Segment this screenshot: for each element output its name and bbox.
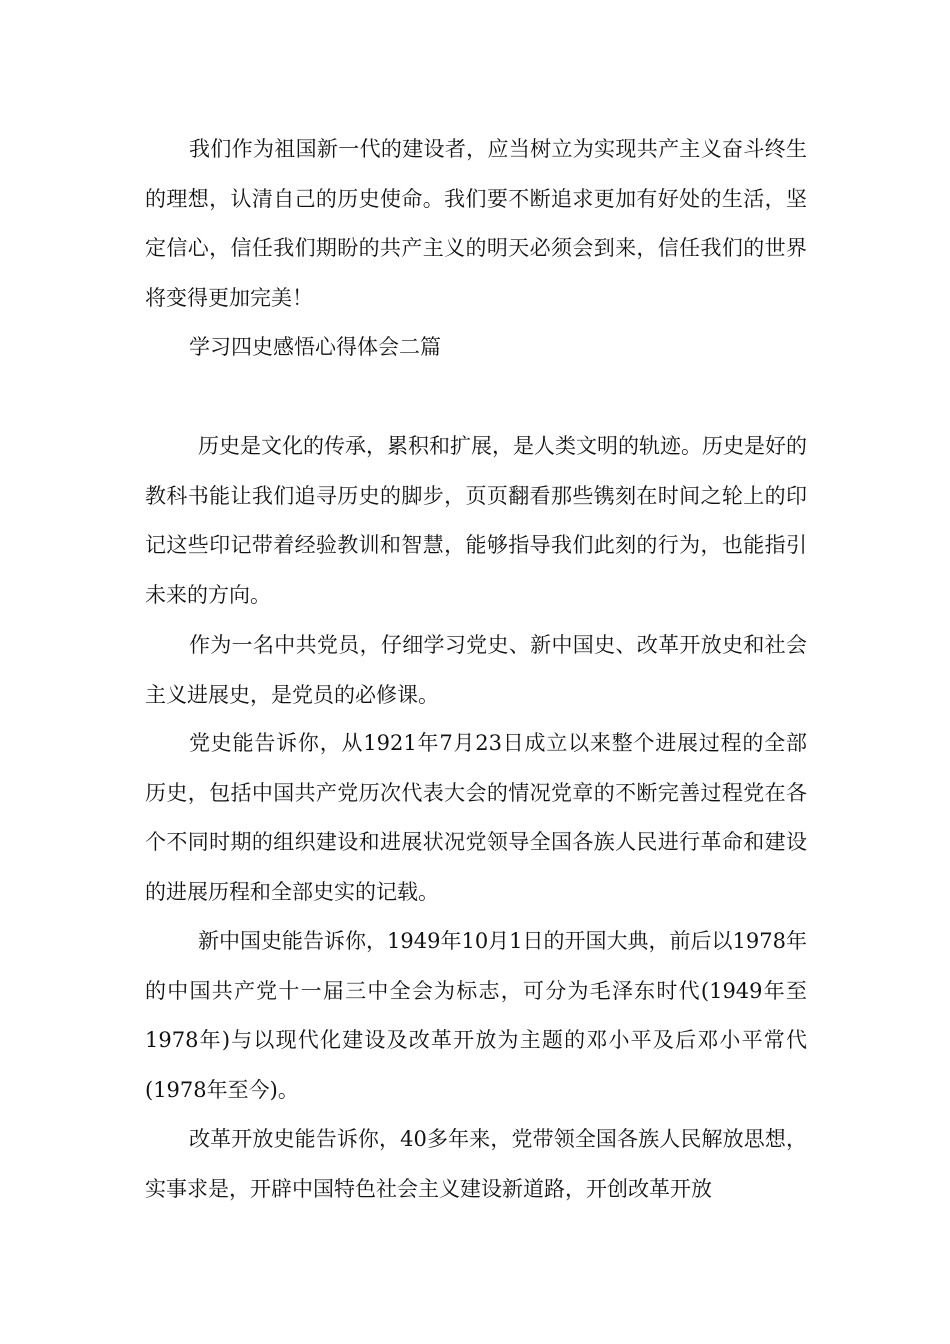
section-heading: 学习四史感悟心得体会二篇	[189, 335, 441, 359]
paragraph-2: 历史是文化的传承，累积和扩展，是人类文明的轨迹。历史是好的教科书能让我们追寻历史的脚步，页页翻看那些镌刻在时间之轮上的印记这些印记带着经验教训和智慧，能够指导我们此刻的行为，也能指引未来的方向。	[145, 434, 807, 607]
paragraph-6: 改革开放史能告诉你，40多年来，党带领全国各族人民解放思想，实事求是，开辟中国特色社会主义建设新道路，开创改革开放	[145, 1127, 807, 1201]
paragraph-4: 党史能告诉你，从1921年7月23日成立以来整个进展过程的全部历史，包括中国共产党历次代表大会的情况党章的不断完善过程党在各个不同时期的组织建设和进展状况党领导全国各族人民进行革命和建设的进展历程和全部史实的记载。	[145, 731, 807, 904]
paragraph-3: 作为一名中共党员，仔细学习党史、新中国史、改革开放史和社会主义进展史，是党员的必修课。	[145, 633, 807, 707]
paragraph-5: 新中国史能告诉你，1949年10月1日的开国大典，前后以1978年的中国共产党十一届三中全会为标志，可分为毛泽东时代(1949年至1978年)与以现代化建设及改革开放为主题的邓小平及后邓小平常代(1978年至今)。	[145, 929, 807, 1102]
paragraph-1: 我们作为祖国新一代的建设者，应当树立为实现共产主义奋斗终生的理想，认清自己的历史使命。我们要不断追求更加有好处的生活，坚定信心，信任我们期盼的共产主义的明天必须会到来，信任我们的世界将变得更加完美！	[145, 137, 807, 310]
